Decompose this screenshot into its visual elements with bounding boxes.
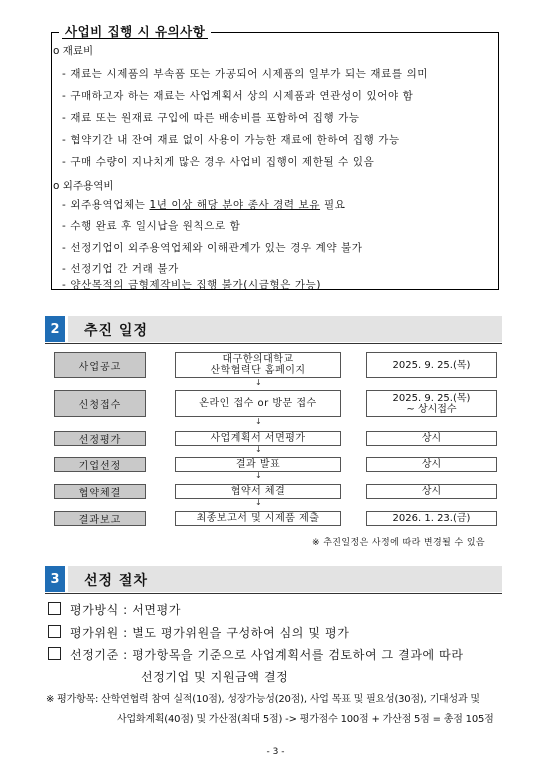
schedule-action-1: 대구한의대학교 산학협력단 홈페이지 <box>175 352 341 378</box>
section3-number: 3 <box>45 566 65 592</box>
page-number: - 3 - <box>266 747 285 757</box>
material-heading: o 재료비 <box>53 45 94 57</box>
schedule-label-4: 기업선정 <box>54 457 146 472</box>
selection-item-1: 평가방식 : 서면평가 <box>48 601 181 618</box>
schedule-label-6: 결과보고 <box>54 511 146 526</box>
schedule-date-5: 상시 <box>366 484 497 499</box>
material-item-4: - 협약기간 내 잔여 재료 없이 사용이 가능한 재료에 한하여 집행 가능 <box>62 134 400 146</box>
checkbox-icon <box>48 625 61 638</box>
schedule-note: ※ 추진일정은 사정에 따라 변경될 수 있음 <box>312 538 486 548</box>
notice-title-underline <box>62 38 208 39</box>
outsourcing-item-4: - 선정기업 간 거래 불가 <box>62 263 179 275</box>
schedule-date-2: 2025. 9. 25.(목) ~ 상시접수 <box>366 390 497 417</box>
outsourcing-item-3: - 선정기업이 외주용역업체와 이해관계가 있는 경우 계약 불가 <box>62 242 363 254</box>
selection-item-2: 평가위원 : 별도 평가위원을 구성하여 심의 및 평가 <box>48 624 349 641</box>
section3-title: 선정 절차 <box>84 573 148 589</box>
schedule-label-1: 사업공고 <box>54 352 146 378</box>
evaluation-note-line-2: 사업화계획(40점) 및 가산점(최대 5점) -> 평가점수 100점 + 가산점 5점 = 총점 105점 <box>117 714 494 725</box>
schedule-date-3: 상시 <box>366 431 497 446</box>
schedule-label-3: 선정평가 <box>54 431 146 446</box>
material-item-5: - 구매 수량이 지나치게 많은 경우 사업비 집행이 제한될 수 있음 <box>62 156 375 168</box>
schedule-action-6: 최종보고서 및 시제품 제출 <box>175 511 341 526</box>
schedule-label-2: 신청접수 <box>54 390 146 417</box>
checkbox-icon <box>48 647 61 660</box>
schedule-arrow-5: ↓ <box>255 498 262 507</box>
schedule-arrow-2: ↓ <box>255 417 262 426</box>
checkbox-icon <box>48 602 61 615</box>
schedule-date-4: 상시 <box>366 457 497 472</box>
selection-item-3: 선정기준 : 평가항목을 기준으로 사업계획서를 검토하여 그 결과에 따라 <box>48 646 464 663</box>
schedule-action-4: 결과 발표 <box>175 457 341 472</box>
notice-title: 사업비 집행 시 유의사항 <box>59 22 211 40</box>
outsourcing-item-5: - 양산목적의 금형제작비는 집행 불가(시금형은 가능) <box>62 279 322 291</box>
selection-item-3-continued: 선정기업 및 지원금액 결정 <box>141 670 289 684</box>
material-item-1: - 재료는 시제품의 부속품 또는 가공되어 시제품의 일부가 되는 재료를 의미 <box>62 68 429 80</box>
schedule-action-2: 온라인 접수 or 방문 접수 <box>175 390 341 417</box>
section2-title: 추진 일정 <box>84 323 148 339</box>
material-item-2: - 구매하고자 하는 재료는 사업계획서 상의 시제품과 연관성이 있어야 함 <box>62 90 414 102</box>
outsourcing-item-2: - 수행 완료 후 일시납을 원칙으로 함 <box>62 220 241 232</box>
outsourcing-requirement: 1년 이상 해당 분야 종사 경력 보유 <box>149 199 321 211</box>
schedule-date-6: 2026. 1. 23.(금) <box>366 511 497 526</box>
schedule-arrow-4: ↓ <box>255 471 262 480</box>
schedule-arrow-3: ↓ <box>255 445 262 454</box>
outsourcing-item-1: - 외주용역업체는 1년 이상 해당 분야 종사 경력 보유 필요 <box>62 199 346 211</box>
section3-rule <box>45 593 502 594</box>
outsourcing-heading: o 외주용역비 <box>53 180 114 192</box>
section2-number: 2 <box>45 316 65 342</box>
section2-rule <box>45 343 502 344</box>
schedule-label-5: 협약체결 <box>54 484 146 499</box>
material-item-3: - 재료 또는 원재료 구입에 따른 배송비를 포함하여 집행 가능 <box>62 112 360 124</box>
schedule-date-1: 2025. 9. 25.(목) <box>366 352 497 378</box>
evaluation-note-line-1: ※ 평가항목: 산학연협력 참여 실적(10점), 성장가능성(20점), 사업 목표 및 필요성(30점), 기대성과 및 <box>46 694 480 705</box>
schedule-action-3: 사업계획서 서면평가 <box>175 431 341 446</box>
schedule-arrow-1: ↓ <box>255 378 262 387</box>
schedule-action-5: 협약서 체결 <box>175 484 341 499</box>
